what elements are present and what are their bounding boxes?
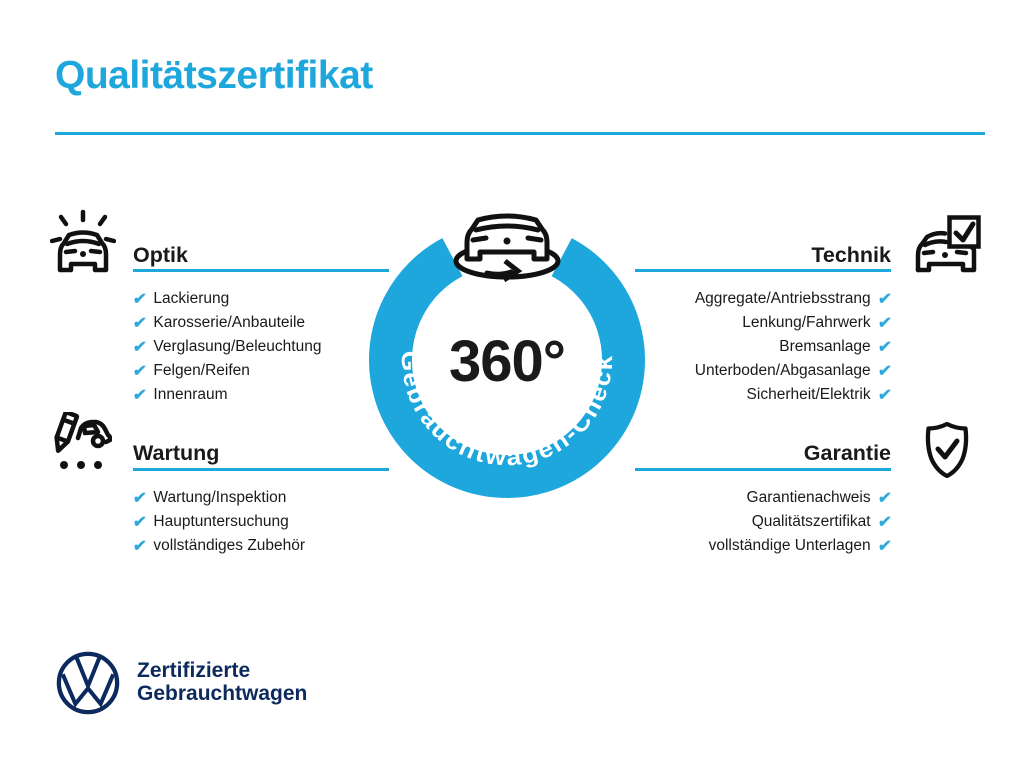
check-item xyxy=(133,335,321,359)
check-item-label: Unterboden/Abgasanlage xyxy=(694,362,871,379)
check-icon: ✔ xyxy=(876,538,892,555)
check-item xyxy=(133,510,305,534)
sparkling-car-icon xyxy=(50,208,116,276)
check-icon: ✔ xyxy=(132,315,148,332)
ring-text: Gebrauchtwagen-Check xyxy=(395,350,619,472)
check-item xyxy=(695,359,891,383)
check-icon: ✔ xyxy=(876,315,892,332)
check-item xyxy=(133,359,321,383)
section-title-technik: Technik xyxy=(811,243,891,267)
check-item-label: Qualitätszertifikat xyxy=(751,513,871,530)
check-item-label: Bremsanlage xyxy=(779,338,871,355)
car-rotation-icon xyxy=(456,216,558,280)
check-icon: ✔ xyxy=(132,291,148,308)
check-item-label: vollständige Unterlagen xyxy=(708,537,871,554)
check-icon: ✔ xyxy=(132,514,148,531)
service-checklist-icon xyxy=(48,412,112,474)
section-title-garantie: Garantie xyxy=(803,441,891,465)
check-icon: ✔ xyxy=(132,538,148,555)
check-icon: ✔ xyxy=(132,363,148,380)
shield-check-icon xyxy=(920,420,974,480)
check-icon: ✔ xyxy=(876,490,892,507)
title-divider xyxy=(55,132,985,135)
check-item-label: Verglasung/Beleuchtung xyxy=(153,338,322,355)
section-rule-garantie xyxy=(635,468,891,471)
check-item xyxy=(709,510,891,534)
check-item xyxy=(133,534,305,558)
check-item xyxy=(695,287,891,311)
check-item-label: Wartung/Inspektion xyxy=(153,489,287,506)
check-icon: ✔ xyxy=(132,387,148,404)
section-title-wartung: Wartung xyxy=(133,441,220,465)
technik-check-list xyxy=(695,287,891,407)
check-item xyxy=(695,335,891,359)
section-rule-technik xyxy=(635,269,891,272)
check-icon: ✔ xyxy=(876,339,892,356)
degree-label: 360° xyxy=(449,329,565,394)
footer-claim-line2: Gebrauchtwagen xyxy=(137,682,308,705)
check-item xyxy=(133,383,321,407)
360-badge xyxy=(355,195,665,515)
check-item-label: Felgen/Reifen xyxy=(153,362,250,379)
optik-check-list xyxy=(133,287,321,407)
check-icon: ✔ xyxy=(876,291,892,308)
check-icon: ✔ xyxy=(132,339,148,356)
check-icon: ✔ xyxy=(876,514,892,531)
wartung-check-list xyxy=(133,486,305,558)
section-title-optik: Optik xyxy=(133,243,188,267)
check-item-label: Karosserie/Anbauteile xyxy=(153,314,306,331)
section-rule-wartung xyxy=(133,468,389,471)
check-item xyxy=(133,287,321,311)
check-icon: ✔ xyxy=(876,387,892,404)
check-icon: ✔ xyxy=(132,490,148,507)
garantie-check-list xyxy=(709,486,891,558)
check-item-label: vollständiges Zubehör xyxy=(153,537,306,554)
check-item xyxy=(695,383,891,407)
car-checkbox-icon xyxy=(912,214,982,276)
check-item xyxy=(709,486,891,510)
check-item xyxy=(133,486,305,510)
footer-claim xyxy=(137,659,307,705)
check-item-label: Lackierung xyxy=(153,290,230,307)
check-item-label: Hauptuntersuchung xyxy=(153,513,289,530)
vw-logo xyxy=(55,650,121,721)
check-item xyxy=(133,311,321,335)
check-item-label: Garantienachweis xyxy=(746,489,871,506)
section-rule-optik xyxy=(133,269,389,272)
check-item-label: Lenkung/Fahrwerk xyxy=(742,314,871,331)
check-icon: ✔ xyxy=(876,363,892,380)
footer-claim-line1: Zertifizierte xyxy=(137,659,251,682)
page-title: Qualitätszertifikat xyxy=(55,54,373,97)
check-item xyxy=(709,534,891,558)
check-item-label: Aggregate/Antriebsstrang xyxy=(694,290,871,307)
check-item-label: Innenraum xyxy=(153,386,228,403)
check-item-label: Sicherheit/Elektrik xyxy=(746,386,871,403)
check-item xyxy=(695,311,891,335)
